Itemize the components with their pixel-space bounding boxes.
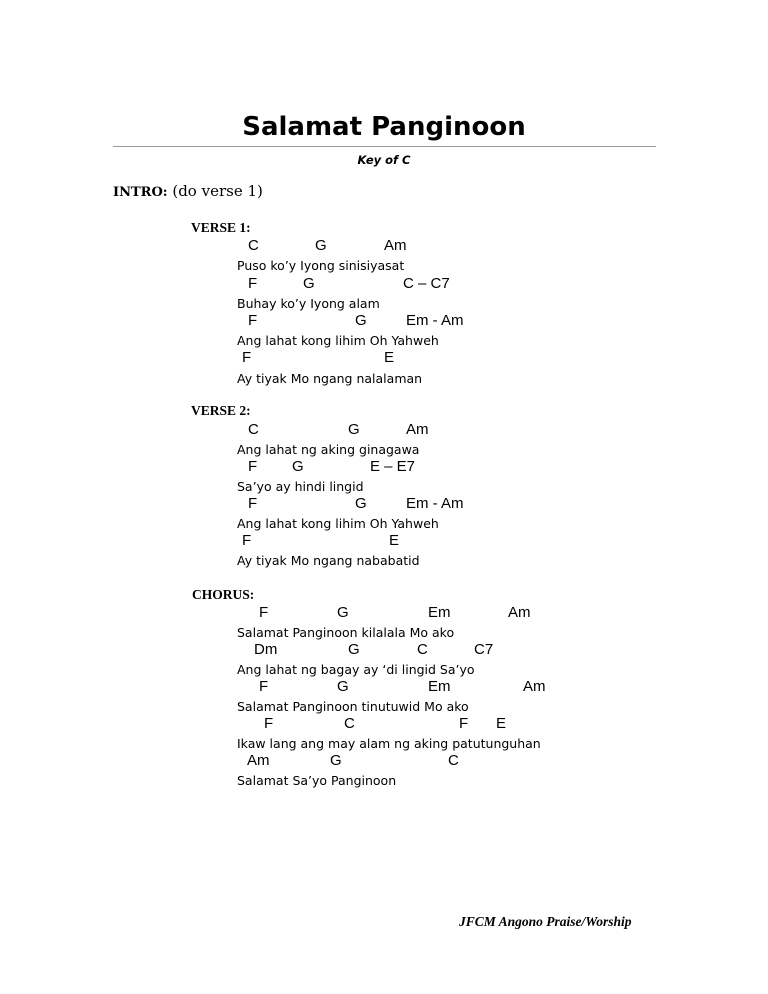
chord: C xyxy=(448,752,459,769)
chord: F xyxy=(242,532,252,549)
chord: Am xyxy=(406,421,429,438)
chord: E – E7 xyxy=(370,458,416,475)
chord: G xyxy=(337,604,349,621)
chord: Em xyxy=(428,678,451,695)
chord: F xyxy=(242,349,252,366)
chord: G xyxy=(355,495,367,512)
lyric-line: Buhay ko’y Iyong alam xyxy=(237,296,380,311)
chord: Em xyxy=(428,604,451,621)
chord: Am xyxy=(523,678,546,695)
chord: G xyxy=(330,752,342,769)
chorus-label: CHORUS: xyxy=(192,587,255,602)
lyric-line: Ang lahat kong lihim Oh Yahweh xyxy=(237,516,439,531)
lyric-line: Puso ko’y Iyong sinisiyasat xyxy=(237,258,405,273)
song-title: Salamat Panginoon xyxy=(242,112,526,142)
chord: G xyxy=(315,237,327,254)
chord: G xyxy=(337,678,349,695)
chord: F xyxy=(459,715,469,732)
chord: C xyxy=(417,641,428,658)
footer-credit: JFCM Angono Praise/Worship xyxy=(459,914,632,929)
chord: Em - Am xyxy=(406,495,464,512)
verse2-label: VERSE 2: xyxy=(191,403,251,418)
title-divider xyxy=(113,146,656,147)
chord: G xyxy=(355,312,367,329)
chord: Em - Am xyxy=(406,312,464,329)
chord: F xyxy=(264,715,274,732)
chord: C7 xyxy=(474,641,494,658)
chord: G xyxy=(303,275,315,292)
chord: G xyxy=(348,421,360,438)
chord: F xyxy=(248,495,258,512)
chord: Dm xyxy=(254,641,278,658)
chord: F xyxy=(248,275,258,292)
song-key: Key of C xyxy=(357,153,411,167)
verse1-label: VERSE 1: xyxy=(191,220,251,235)
lyric-line: Salamat Panginoon tinutuwid Mo ako xyxy=(237,699,469,714)
lyric-line: Ang lahat ng aking ginagawa xyxy=(237,442,420,457)
lyric-line: Ang lahat ng bagay ay ‘di lingid Sa’yo xyxy=(237,662,475,677)
lyric-line: Sa’yo ay hindi lingid xyxy=(237,479,364,494)
chord: C xyxy=(248,421,259,438)
chord: E xyxy=(496,715,507,732)
lyric-line: Ay tiyak Mo ngang nalalaman xyxy=(237,371,423,386)
chord: C xyxy=(344,715,355,732)
chord: E xyxy=(389,532,400,549)
chord: G xyxy=(348,641,360,658)
lyric-line: Ay tiyak Mo ngang nababatid xyxy=(237,553,420,568)
chord: C – C7 xyxy=(403,275,450,292)
chord: Am xyxy=(384,237,407,254)
chord: Am xyxy=(508,604,531,621)
lyric-line: Ikaw lang ang may alam ng aking patutunguhan xyxy=(237,736,541,751)
intro-text: (do verse 1) xyxy=(167,182,263,200)
chord: F xyxy=(259,604,269,621)
chord: F xyxy=(248,312,258,329)
lyric-line: Salamat Sa’yo Panginoon xyxy=(237,773,397,788)
intro-label: INTRO: xyxy=(113,185,168,200)
chord: F xyxy=(248,458,258,475)
chord: C xyxy=(248,237,259,254)
lyric-line: Ang lahat kong lihim Oh Yahweh xyxy=(237,333,439,348)
chord: Am xyxy=(247,752,270,769)
chord: F xyxy=(259,678,269,695)
lyric-line: Salamat Panginoon kilalala Mo ako xyxy=(237,625,455,640)
chord: G xyxy=(292,458,304,475)
chord: E xyxy=(384,349,395,366)
intro-line xyxy=(113,182,263,200)
